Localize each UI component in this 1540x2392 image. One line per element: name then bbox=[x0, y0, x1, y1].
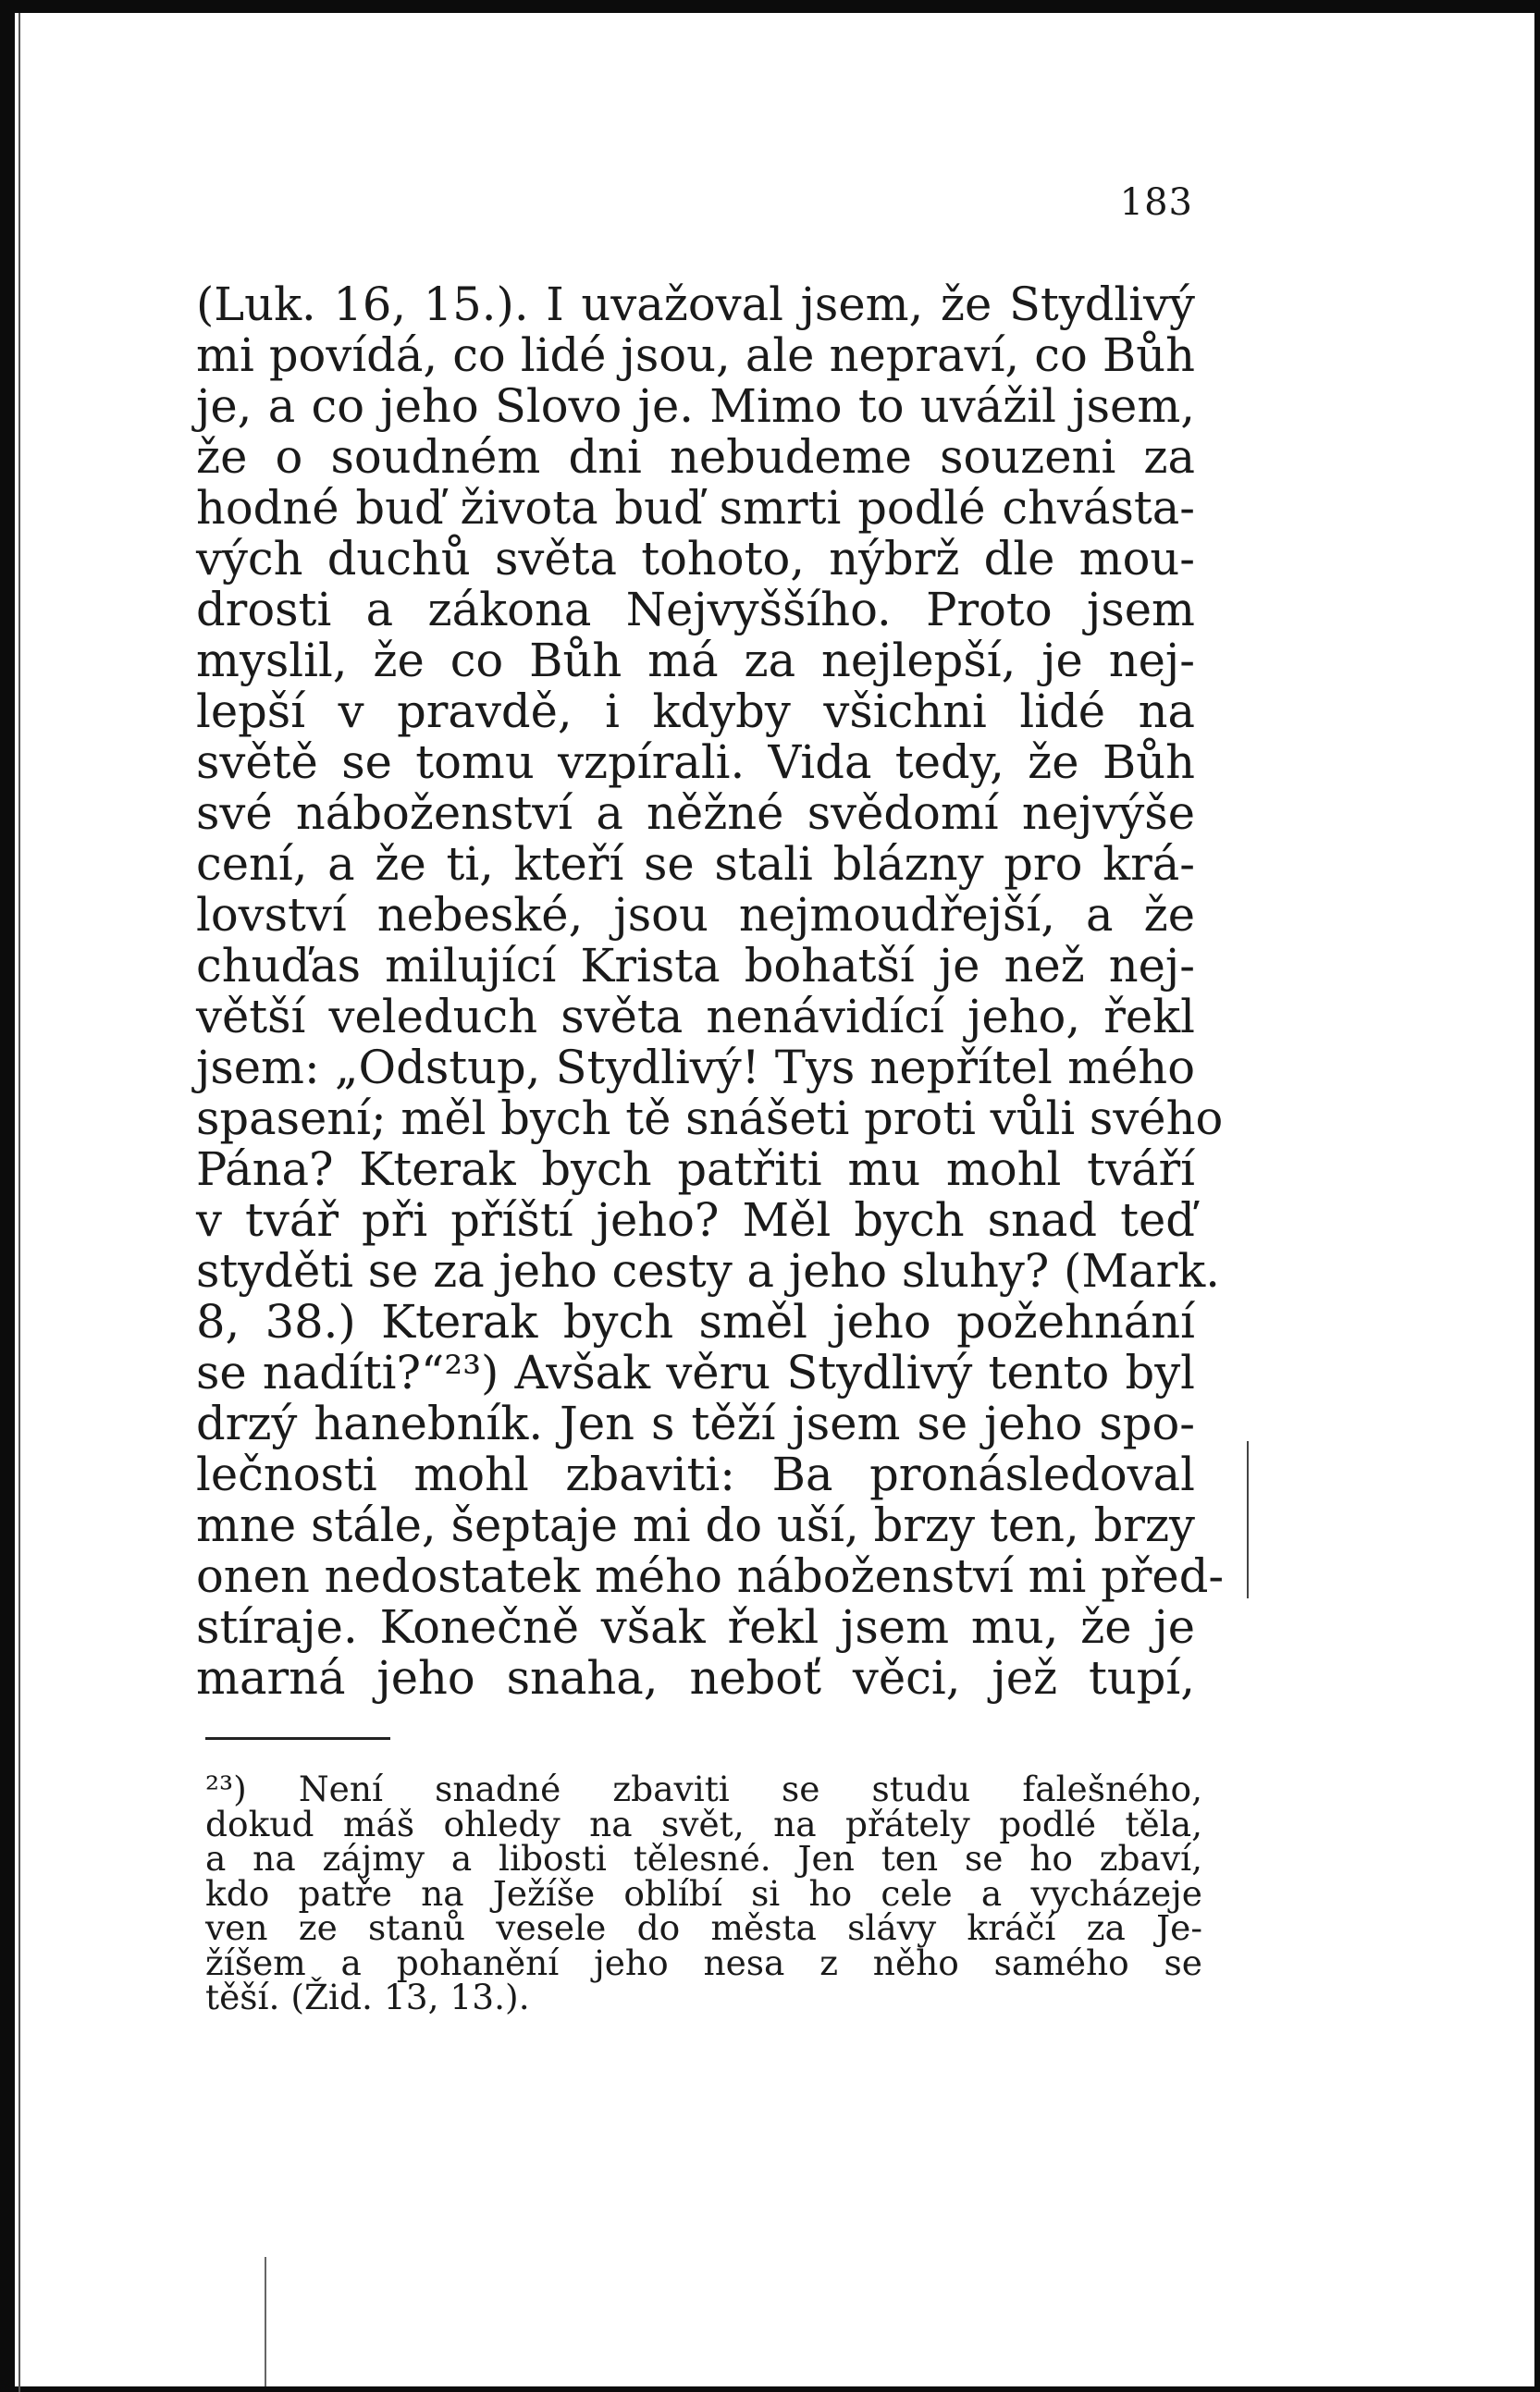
crop-mark bbox=[265, 2257, 266, 2386]
body-line: mi povídá, co lidé jsou, ale nepraví, co Bůh bbox=[196, 328, 1195, 382]
body-line: lečnosti mohl zbaviti: Ba pronásledoval bbox=[196, 1448, 1195, 1501]
body-text bbox=[196, 277, 1225, 1705]
body-line: v tvář při příští jeho? Měl bych snad teď bbox=[196, 1193, 1195, 1247]
body-line: chuďas milující Krista bohatší je než nej- bbox=[196, 939, 1195, 993]
body-line: Pána? Kterak bych patřiti mu mohl tváří bbox=[196, 1142, 1195, 1196]
body-line: své náboženství a něžné svědomí nejvýše bbox=[196, 786, 1195, 840]
body-line: stíraje. Konečně však řekl jsem mu, že je bbox=[196, 1600, 1195, 1654]
page-number: 183 bbox=[1119, 181, 1193, 224]
body-line: světě se tomu vzpírali. Vida tedy, že Bůh bbox=[196, 735, 1195, 789]
scan-border-left bbox=[0, 0, 15, 2392]
scan-border-bottom bbox=[0, 2386, 1540, 2392]
body-line: spasení; měl bych tě snášeti proti vůli svého bbox=[196, 1091, 1224, 1145]
body-line: styděti se za jeho cesty a jeho sluhy? (Mark. bbox=[196, 1244, 1220, 1298]
page-edge-line bbox=[18, 13, 20, 2392]
footnote-line: kdo patře na Ježíše oblíbí si ho cele a vycházeje bbox=[205, 1872, 1202, 1914]
body-line: myslil, že co Bůh má za nejlepší, je nej- bbox=[196, 634, 1195, 687]
body-line: (Luk. 16, 15.). I uvažoval jsem, že Stydlivý bbox=[196, 277, 1195, 331]
body-line: že o soudném dni nebudeme souzeni za bbox=[196, 430, 1195, 484]
footnote-line: a na zájmy a libosti tělesné. Jen ten se ho zbaví, bbox=[205, 1838, 1202, 1879]
footnote bbox=[205, 1769, 1202, 2017]
body-line: je, a co jeho Slovo je. Mimo to uvážil jsem, bbox=[196, 379, 1195, 433]
body-line: větší veleduch světa nenávidící jeho, řekl bbox=[196, 990, 1195, 1043]
body-line: se nadíti?“²³) Avšak věru Stydlivý tento byl bbox=[196, 1346, 1195, 1399]
footnote-line: ven ze stanů vesele do města slávy kráčí za Je- bbox=[205, 1907, 1202, 1948]
body-line: cení, a že ti, kteří se stali blázny pro krá- bbox=[196, 837, 1195, 891]
body-line: 8, 38.) Kterak bych směl jeho požehnání bbox=[196, 1295, 1195, 1349]
body-line: drosti a zákona Nejvyššího. Proto jsem bbox=[196, 583, 1195, 636]
body-line: lepší v pravdě, i kdyby všichni lidé na bbox=[196, 684, 1195, 738]
footnote-line: žíšem a pohanění jeho nesa z něho samého se bbox=[205, 1942, 1202, 1983]
margin-mark bbox=[1247, 1441, 1249, 1598]
scan-border-right bbox=[1534, 0, 1540, 2392]
scan-border-top bbox=[0, 0, 1540, 13]
body-line: onen nedostatek mého náboženství mi před- bbox=[196, 1549, 1225, 1603]
footnote-rule bbox=[205, 1737, 390, 1740]
body-line: hodné buď života buď smrti podlé chvásta- bbox=[196, 481, 1195, 535]
body-line: jsem: „Odstup, Stydlivý! Tys nepřítel mého bbox=[196, 1041, 1195, 1094]
footnote-line: ²³) Není snadné zbaviti se studu falešného, bbox=[205, 1769, 1202, 1809]
footnote-line: dokud máš ohledy na svět, na přátely podlé těla, bbox=[205, 1803, 1202, 1844]
body-line: drzý hanebník. Jen s těží jsem se jeho spo- bbox=[196, 1397, 1195, 1450]
body-line: mne stále, šeptaje mi do uší, brzy ten, brzy bbox=[196, 1498, 1195, 1552]
body-line: vých duchů světa tohoto, nýbrž dle mou- bbox=[196, 532, 1195, 586]
body-line: lovství nebeské, jsou nejmoudřejší, a že bbox=[196, 888, 1195, 942]
footnote-line: těší. (Žid. 13, 13.). bbox=[205, 1977, 530, 2017]
body-line: marná jeho snaha, neboť věci, jež tupí, bbox=[196, 1651, 1195, 1705]
